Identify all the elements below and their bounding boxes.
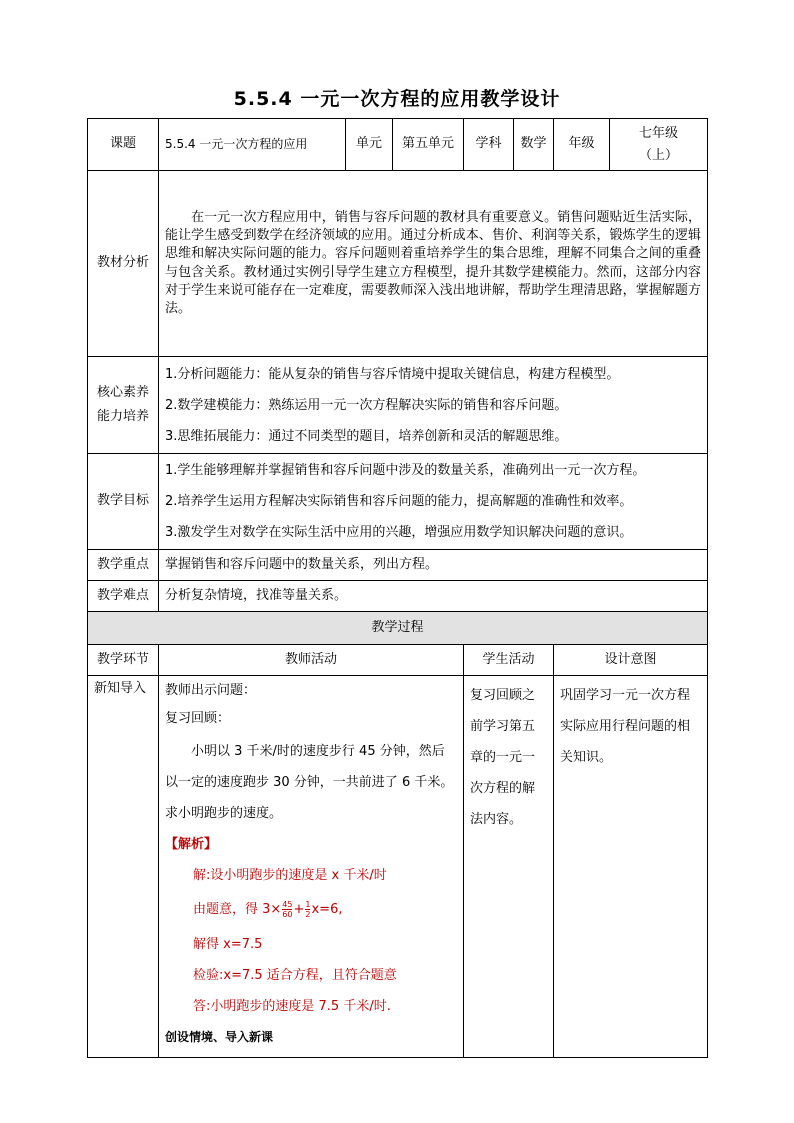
key-point-label: 教学重点 bbox=[88, 550, 159, 581]
lesson-plan-table bbox=[87, 118, 708, 1058]
list-item: 1.分析问题能力：能从复杂的销售与容斥情境中提取关键信息，构建方程模型。 bbox=[165, 366, 620, 382]
equation-plus: + bbox=[293, 902, 305, 917]
list-item: 2.数学建模能力：熟练运用一元一次方程解决实际的销售和容斥问题。 bbox=[165, 397, 568, 413]
equation-prefix: 由题意，得 3× bbox=[193, 902, 282, 917]
difficulty-label: 教学难点 bbox=[88, 581, 159, 612]
list-item: 3.激发学生对数学在实际生活中应用的兴趣，增强应用数学知识解决问题的意识。 bbox=[165, 525, 633, 540]
grade-value: 七年级（上） bbox=[610, 119, 708, 171]
solution-step: 答:小明跑步的速度是 7.5 千米/时. bbox=[193, 999, 391, 1014]
key-point-text: 掌握销售和容斥问题中的数量关系，列出方程。 bbox=[159, 550, 708, 581]
teacher-review: 复习回顾： bbox=[165, 711, 231, 726]
process-row bbox=[88, 676, 708, 1058]
key-point-row bbox=[88, 550, 708, 581]
literacy-row bbox=[88, 357, 708, 454]
goals-label: 教学目标 bbox=[88, 454, 159, 550]
header-row bbox=[88, 119, 708, 171]
lesson-value: 5.5.4 一元一次方程的应用 bbox=[159, 119, 346, 171]
solution-step: 解:设小明跑步的速度是 x 千米/时 bbox=[193, 868, 387, 883]
column-header: 设计意图 bbox=[554, 645, 708, 676]
stage-cell: 新知导入 bbox=[88, 676, 159, 1058]
process-header-row bbox=[88, 645, 708, 676]
solution-equation bbox=[165, 891, 457, 929]
unit-label: 单元 bbox=[346, 119, 393, 171]
grade-label: 年级 bbox=[554, 119, 610, 171]
column-header: 教学环节 bbox=[88, 645, 159, 676]
fraction-1-2: $\frac{1}{2}$ bbox=[305, 900, 311, 919]
equation-suffix: x=6, bbox=[311, 902, 343, 917]
fraction-45-60: $\frac{45}{60}$ bbox=[282, 900, 293, 919]
literacy-label-line1: 核心素养 bbox=[96, 385, 149, 400]
list-item: 3.思维拓展能力：通过不同类型的题目，培养创新和灵活的解题思维。 bbox=[165, 428, 568, 444]
literacy-label-line2: 能力培养 bbox=[96, 409, 149, 424]
teacher-problem: 小明以 3 千米/时的速度步行 45 分钟，然后以一定的速度跑步 30 分钟，一共前进了 6 千米。求小明跑步的速度。 bbox=[165, 744, 454, 821]
list-item: 2.培养学生运用方程解决实际销售和容斥问题的能力，提高解题的准确性和效率。 bbox=[165, 494, 633, 509]
literacy-label bbox=[88, 357, 159, 454]
literacy-items bbox=[159, 357, 708, 454]
page-title: 5.5.4 一元一次方程的应用教学设计 bbox=[233, 88, 561, 110]
difficulty-row bbox=[88, 581, 708, 612]
solution-step: 检验:x=7.5 适合方程，且符合题意 bbox=[193, 968, 397, 983]
teacher-intro: 教师出示问题： bbox=[165, 683, 257, 698]
analysis-row bbox=[88, 171, 708, 357]
subject-label: 学科 bbox=[464, 119, 514, 171]
column-header: 教师活动 bbox=[159, 645, 464, 676]
teacher-activity bbox=[159, 676, 464, 1058]
goals-row bbox=[88, 454, 708, 550]
lesson-label: 课题 bbox=[88, 119, 159, 171]
subject-value: 数学 bbox=[514, 119, 554, 171]
difficulty-text: 分析复杂情境，找准等量关系。 bbox=[159, 581, 708, 612]
column-header: 学生活动 bbox=[464, 645, 554, 676]
student-activity: 复习回顾之前学习第五章的一元一次方程的解法内容。 bbox=[464, 676, 554, 1058]
analysis-tag: 【解析】 bbox=[165, 837, 218, 852]
process-title: 教学过程 bbox=[88, 612, 708, 645]
design-intent: 巩固学习一元一次方程实际应用行程问题的相关知识。 bbox=[554, 676, 708, 1058]
analysis-text: 在一元一次方程应用中，销售与容斥问题的教材具有重要意义。销售问题贴近生活实际，能让学生感受到数学在经济领域的应用。通过分析成本、售价、利润等关系，锻炼学生的逻辑思维和解决实际问题的能力。容斥问题则着重培养学生的集合思维，理解不同集合之间的重叠与包含关系。教材通过实例引导学生建立方程模型，提升其数学建模能力。然而，这部分内容对于学生来说可能存在一定难度，需要教师深入浅出地讲解，帮助学生理清思路，掌握解题方法。 bbox=[159, 171, 708, 357]
unit-value: 第五单元 bbox=[393, 119, 464, 171]
analysis-label: 教材分析 bbox=[88, 171, 159, 357]
solution-step: 解得 x=7.5 bbox=[193, 937, 263, 952]
process-title-row bbox=[88, 612, 708, 645]
list-item: 1.学生能够理解并掌握销售和容斥问题中涉及的数量关系，准确列出一元一次方程。 bbox=[165, 463, 646, 478]
goals-items bbox=[159, 454, 708, 550]
next-section: 创设情境、导入新课 bbox=[165, 1030, 274, 1044]
